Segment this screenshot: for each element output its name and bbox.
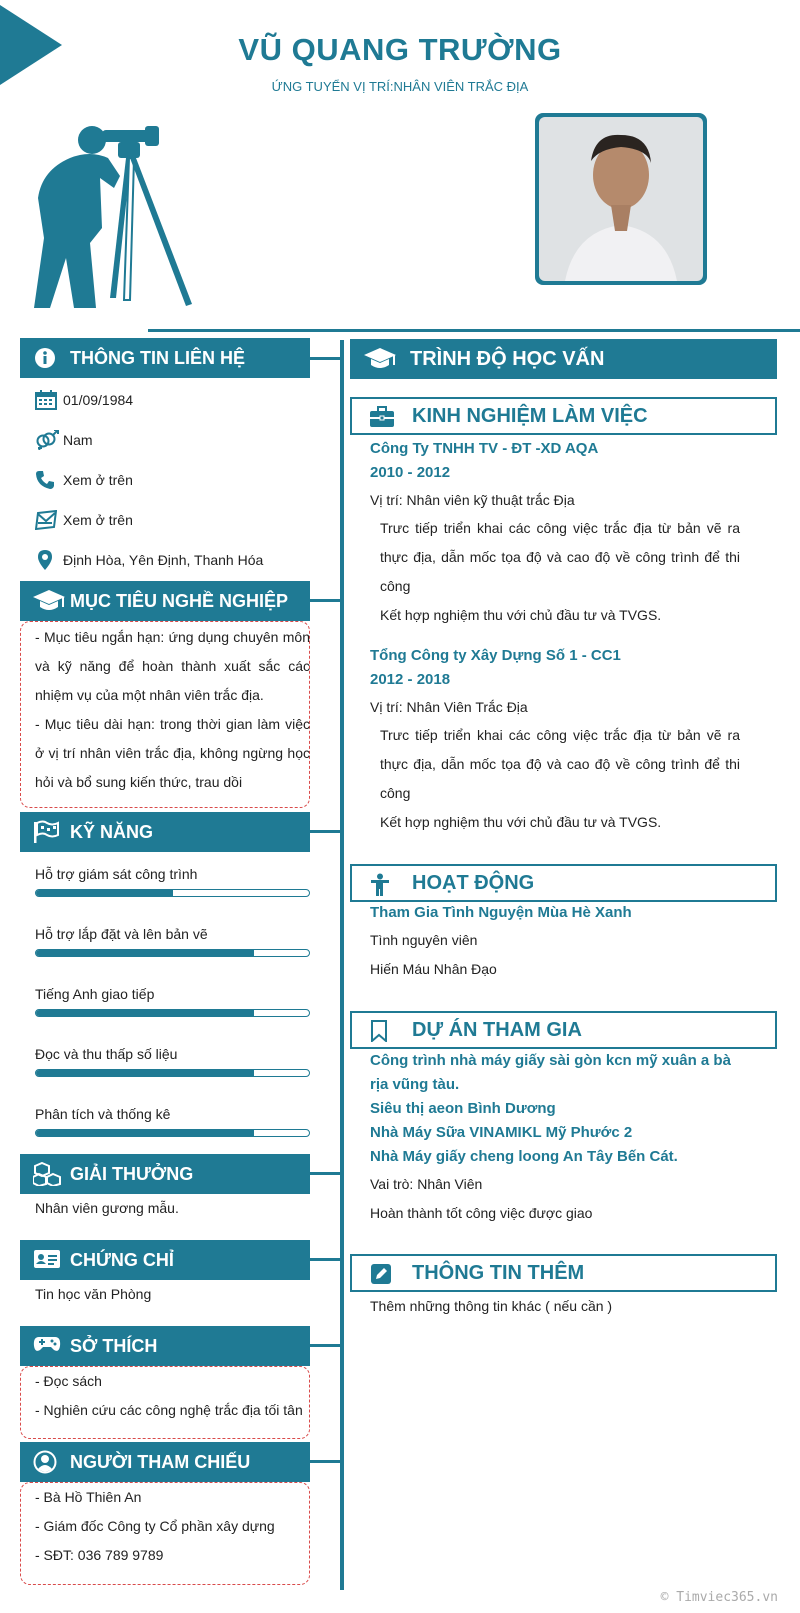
job-description xyxy=(380,514,740,630)
id-card-icon xyxy=(33,1248,61,1270)
experience-section-header xyxy=(350,397,777,435)
activity-name: Tham Gia Tình Nguyện Mùa Hè Xanh xyxy=(370,904,632,921)
candidate-name: VŨ QUANG TRƯỜNG xyxy=(238,32,562,67)
extra-info-text: Thêm những thông tin khác ( nếu cần ) xyxy=(370,1298,613,1314)
education-section-header xyxy=(350,339,777,379)
hobbies-title: SỞ THÍCH xyxy=(70,1336,158,1356)
skill-bar xyxy=(35,1009,310,1017)
timeline-tick xyxy=(310,1344,340,1347)
timeline-tick xyxy=(310,357,340,360)
info-icon xyxy=(33,346,57,370)
address-value: Định Hòa, Yên Định, Thanh Hóa xyxy=(63,552,264,568)
skills-title: KỸ NĂNG xyxy=(70,822,154,842)
experience-title: KINH NGHIỆM LÀM VIỆC xyxy=(412,405,648,427)
certificates-title: CHỨNG CHỈ xyxy=(70,1250,174,1270)
project-line: Nhà Máy Sữa VINAMIKL Mỹ Phước 2 xyxy=(370,1124,633,1141)
references-title: NGƯỜI THAM CHIẾU xyxy=(70,1452,251,1472)
reference-item: - SĐT: 036 789 9789 xyxy=(35,1547,164,1563)
certificates-section-header xyxy=(20,1240,310,1280)
contact-section-header xyxy=(20,338,310,378)
projects-title: DỰ ÁN THAM GIA xyxy=(412,1019,582,1041)
skill-bar-fill xyxy=(36,1070,254,1076)
extra-info-title: THÔNG TIN THÊM xyxy=(412,1262,585,1284)
skill-bar xyxy=(35,889,310,897)
skills-section-header xyxy=(20,812,310,852)
project-line: Nhà Máy giấy cheng loong An Tây Bến Cát. xyxy=(370,1148,678,1165)
job-role: Vị trí: Nhân viên kỹ thuật trắc Địa xyxy=(370,492,575,508)
calendar-icon xyxy=(35,390,57,410)
job-company: Công Ty TNHH TV - ĐT -XD AQA xyxy=(370,440,599,457)
project-description: Hoàn thành tốt công việc được giao xyxy=(370,1205,593,1221)
job-company: Tổng Công ty Xây Dựng Số 1 - CC1 xyxy=(370,647,621,664)
job-role: Vị trí: Nhân Viên Trắc Địa xyxy=(370,699,528,715)
timeline-tick xyxy=(310,1460,340,1463)
graduation-cap-icon xyxy=(33,589,65,613)
projects-section-header xyxy=(350,1011,777,1049)
awards-section-header xyxy=(20,1154,310,1194)
objective-short-term: - Mục tiêu ngắn hạn: ứng dụng chuyên môn và kỹ năng để hoàn thành xuất sắc các nhiệm vụ của một nhân viên trắc địa. xyxy=(35,629,310,703)
timeline-tick xyxy=(310,1172,340,1175)
job-description-line: Trưc tiếp triển khai các công việc trắc địa từ bản vẽ ra thực địa, dẫn mốc tọa độ và cao độ về công trình để thi công xyxy=(380,727,740,801)
skill-bar xyxy=(35,1069,310,1077)
activity-role: Tình nguyên viên xyxy=(370,932,478,948)
skill-bar xyxy=(35,949,310,957)
hobby-item: - Đọc sách xyxy=(35,1373,102,1389)
surveyor-illustration xyxy=(30,118,200,313)
edit-icon xyxy=(370,1263,392,1285)
gamepad-icon xyxy=(33,1334,61,1354)
job-description-line: Kết hợp nghiệm thu với chủ đầu tư và TVGS. xyxy=(380,814,662,830)
job-period: 2012 - 2018 xyxy=(370,671,451,688)
objective-section-header xyxy=(20,581,310,621)
objective-long-term: - Mục tiêu dài hạn: trong thời gian làm việc ở vị trí nhân viên trắc địa, không ngừng học hỏi và bổ sung kiến thức, trau dồi xyxy=(35,716,310,790)
project-role: Vai trò: Nhân Viên xyxy=(370,1176,483,1192)
gender-value: Nam xyxy=(63,432,93,448)
phone-icon xyxy=(35,470,55,490)
activities-section-header xyxy=(350,864,777,902)
job-description-line: Trưc tiếp triển khai các công việc trắc địa từ bản vẽ ra thực địa, dẫn mốc tọa độ và cao độ về công trình để thi công xyxy=(380,520,740,594)
activity-description: Hiến Máu Nhân Đạo xyxy=(370,961,497,977)
phone-value: Xem ở trên xyxy=(63,472,133,488)
birthday-value: 01/09/1984 xyxy=(63,392,134,408)
envelope-icon xyxy=(35,510,57,530)
skill-name: Hỗ trợ lắp đặt và lên bản vẽ xyxy=(35,926,208,942)
footer-watermark: © Timviec365.vn xyxy=(660,1590,778,1605)
reference-item: - Bà Hồ Thiên An xyxy=(35,1489,142,1505)
location-pin-icon xyxy=(35,550,55,570)
briefcase-icon xyxy=(370,406,394,428)
skill-bar xyxy=(35,1129,310,1137)
skill-bar-fill xyxy=(36,890,173,896)
project-line: rịa vũng tàu. xyxy=(370,1076,460,1093)
award-text: Nhân viên gương mẫu. xyxy=(35,1200,179,1216)
person-icon xyxy=(370,873,390,897)
timeline-divider xyxy=(340,340,344,1590)
timeline-tick xyxy=(310,830,340,833)
profile-photo xyxy=(535,113,707,285)
certificate-text: Tin học văn Phòng xyxy=(35,1286,152,1302)
project-line: Siêu thị aeon Bình Dương xyxy=(370,1100,556,1117)
skill-bar-fill xyxy=(36,1130,254,1136)
flag-icon xyxy=(33,820,59,844)
hobbies-section-header xyxy=(20,1326,310,1366)
gender-icon xyxy=(35,430,59,450)
education-title: TRÌNH ĐỘ HỌC VẤN xyxy=(410,348,605,370)
email-value: Xem ở trên xyxy=(63,512,133,528)
job-description-line: Kết hợp nghiệm thu với chủ đầu tư và TVGS. xyxy=(380,607,662,623)
reference-item: - Giám đốc Công ty Cổ phần xây dựng xyxy=(35,1518,275,1534)
project-line: Công trình nhà máy giấy sài gòn kcn mỹ xuân a bà xyxy=(370,1052,731,1069)
boxes-icon xyxy=(33,1162,61,1186)
graduation-cap-icon xyxy=(364,347,396,371)
objective-title: MỤC TIÊU NGHỀ NGHIỆP xyxy=(70,591,289,611)
activities-title: HOẠT ĐỘNG xyxy=(412,872,535,894)
user-circle-icon xyxy=(33,1450,57,1474)
references-section-header xyxy=(20,1442,310,1482)
timeline-tick xyxy=(310,1258,340,1261)
awards-title: GIẢI THƯỞNG xyxy=(70,1164,194,1184)
position-title: ỨNG TUYỂN VỊ TRÍ:NHÂN VIÊN TRẮC ĐỊA xyxy=(271,79,529,94)
extra-info-section-header xyxy=(350,1254,777,1292)
hobby-item: - Nghiên cứu các công nghệ trắc địa tối tân xyxy=(35,1402,303,1418)
skill-bar-fill xyxy=(36,950,254,956)
job-period: 2010 - 2012 xyxy=(370,464,451,481)
job-description xyxy=(380,721,740,837)
skill-bar-fill xyxy=(36,1010,254,1016)
objective-text xyxy=(35,623,310,797)
timeline-tick xyxy=(310,599,340,602)
bookmark-icon xyxy=(370,1020,388,1042)
contact-title: THÔNG TIN LIÊN HỆ xyxy=(70,348,245,368)
header-divider xyxy=(148,329,800,332)
skill-name: Phân tích và thống kê xyxy=(35,1106,171,1122)
skill-name: Tiếng Anh giao tiếp xyxy=(35,986,155,1002)
skill-name: Đọc và thu thấp số liệu xyxy=(35,1046,178,1062)
skill-name: Hỗ trợ giám sát công trình xyxy=(35,866,198,882)
